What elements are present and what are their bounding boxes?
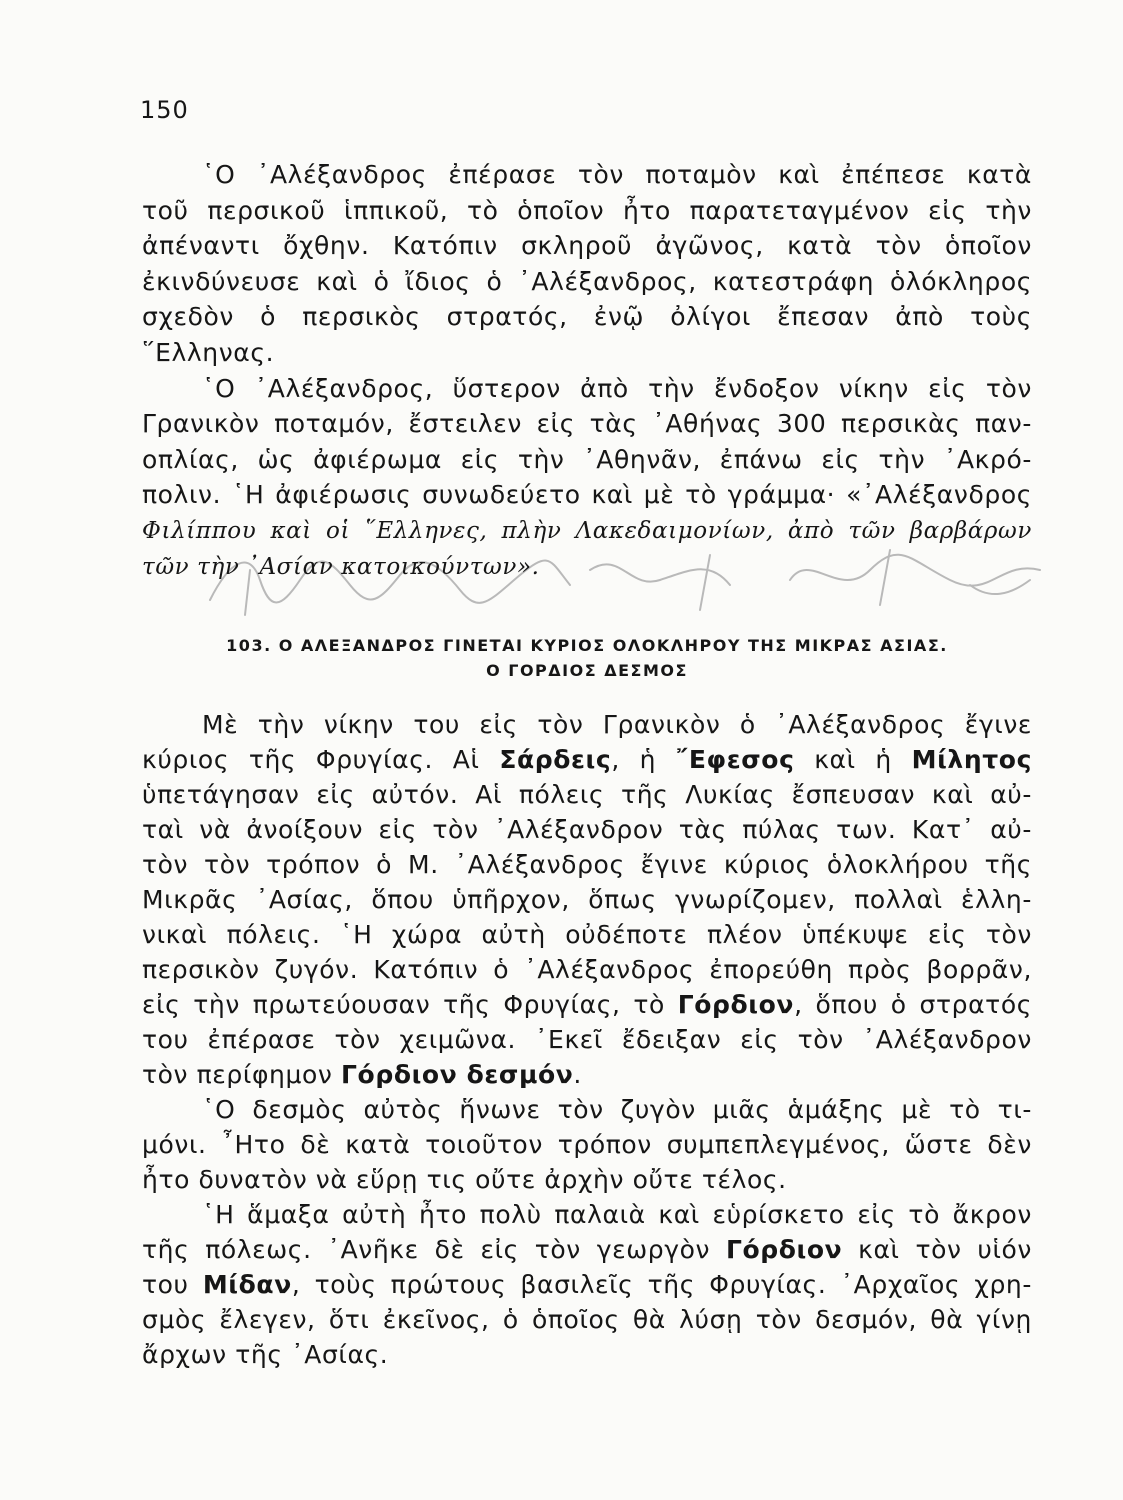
text-segment: ἦτο δυνατὸν νὰ εὕρῃ τις οὔτε ἀρχὴν οὔτε τέλος. <box>142 1165 787 1194</box>
text-line <box>202 1198 1032 1232</box>
text-segment: περσικὸν ζυγόν. Κατόπιν ὁ ᾽Αλέξανδρος ἐπορεύθη πρὸς βορρᾶν, <box>142 955 1032 984</box>
text-line <box>142 1023 1032 1057</box>
text-line <box>142 1058 582 1092</box>
text-segment: τοῦ περσικοῦ ἱππικοῦ, τὸ ὁποῖον ἦτο παρατεταγμένον εἰς τὴν <box>142 195 1032 225</box>
text-segment: Φιλίππου καὶ οἱ ῞Ελληνες, πλὴν Λακεδαιμονίων, ἀπὸ τῶν βαρβάρων <box>142 518 1032 544</box>
text-segment: Μικρᾶς ᾽Ασίας, ὅπου ὑπῆρχον, ὅπως γνωρίζομεν, πολλαὶ ἑλλη- <box>142 885 1032 914</box>
text-segment: μόνι. ῏Ητο δὲ κατὰ τοιοῦτον τρόπον συμπεπλεγμένος, ὥστε δὲν <box>142 1130 1032 1159</box>
text-segment: ῾Ο ᾽Αλέξανδρος ἐπέρασε τὸν ποταμὸν καὶ ἐπέπεσε κατὰ <box>202 160 1032 189</box>
text-line <box>142 743 1032 777</box>
text-segment: ῾Η ἅμαξα αὐτὴ ἦτο πολὺ παλαιὰ καὶ εὑρίσκετο εἰς τὸ ἄκρον <box>202 1200 1032 1229</box>
text-segment: τῆς πόλεως. ᾽Ανῆκε δὲ εἰς τὸν γεωργὸν <box>142 1235 726 1264</box>
text-line <box>142 194 1032 228</box>
text-line <box>142 1128 1032 1162</box>
text-segment: ῾Ο δεσμὸς αὐτὸς ἥνωνε τὸν ζυγὸν μιᾶς ἁμάξης μὲ τὸ τι- <box>202 1095 1032 1124</box>
text-segment: καὶ ἡ <box>794 745 912 774</box>
text-line <box>142 550 540 584</box>
bold-term: Σάρδεις <box>499 745 612 774</box>
text-line <box>142 1268 1032 1302</box>
bold-term: Γόρδιον δεσμόν <box>341 1060 574 1089</box>
text-line <box>142 478 1032 512</box>
text-segment: ὑπετάγησαν εἰς αὐτόν. Αἱ πόλεις τῆς Λυκίας ἔσπευσαν καὶ αὐ- <box>142 780 1032 809</box>
bold-term: ῎Εφεσος <box>675 745 795 774</box>
text-line <box>142 407 1032 441</box>
text-line <box>142 443 1032 477</box>
text-segment: κύριος τῆς Φρυγίας. Αἱ <box>142 745 500 774</box>
text-segment: οπλίας, ὡς ἀφιέρωμα εἰς τὴν ᾽Αθηνᾶν, ἐπάνω εἰς τὴν ᾽Ακρό- <box>142 444 1032 474</box>
text-line <box>202 708 1032 742</box>
text-line <box>142 336 274 370</box>
text-line <box>142 848 1032 882</box>
text-segment: τὸν περίφημον <box>142 1060 342 1089</box>
bold-term: Γόρδιον <box>725 1235 843 1264</box>
text-segment: ἐκινδύνευσε καὶ ὁ ἴδιος ὁ ᾽Αλέξανδρος, κατεστράφη ὁλόκληρος <box>142 266 1032 296</box>
text-segment: ἄρχων τῆς ᾽Ασίας. <box>142 1340 389 1369</box>
text-line <box>142 918 1032 952</box>
text-segment: , τοὺς πρώτους βασιλεῖς τῆς Φρυγίας. ᾽Αρχαῖος χρη- <box>291 1270 1032 1299</box>
text-segment: , ὅπου ὁ στρατός <box>794 990 1032 1019</box>
bold-term: Γόρδιον <box>677 990 795 1019</box>
text-line <box>142 988 1032 1022</box>
text-segment: καὶ τὸν υἱόν <box>842 1235 1032 1264</box>
text-segment: ἀπέναντι ὄχθην. Κατόπιν σκληροῦ ἀγῶνος, κατὰ τὸν ὁποῖον <box>142 231 1032 261</box>
text-segment: Γρανικὸν ποταμόν, ἔστειλεν εἰς τὰς ᾽Αθήνας 300 περσικὰς παν- <box>142 409 1032 439</box>
text-line <box>202 158 1032 192</box>
text-line <box>142 514 1032 548</box>
text-line <box>142 1338 388 1372</box>
text-line <box>142 265 1032 299</box>
text-segment: . <box>573 1060 582 1089</box>
text-line <box>142 1233 1032 1267</box>
page-number: 150 <box>140 96 189 124</box>
text-segment: , ἡ <box>611 745 676 774</box>
text-line <box>142 813 1032 847</box>
text-line <box>142 229 1032 263</box>
text-segment: τὸν τὸν τρόπον ὁ Μ. ᾽Αλέξανδρος ἔγινε κύριος ὁλοκλήρου τῆς <box>142 850 1032 879</box>
text-segment: νικαὶ πόλεις. ῾Η χώρα αὐτὴ οὐδέποτε πλέον ὑπέκυψε εἰς τὸν <box>142 920 1032 949</box>
text-line <box>202 1093 1032 1127</box>
text-line <box>142 778 1032 812</box>
text-segment: τῶν τὴν ᾽Ασίαν κατοικούντων». <box>142 553 540 580</box>
text-segment: σμὸς ἔλεγεν, ὅτι ἐκεῖνος, ὁ ὁποῖος θὰ λύσῃ τὸν δεσμόν, θὰ γίνῃ <box>142 1305 1032 1334</box>
text-segment: του ἐπέρασε τὸν χειμῶνα. ᾽Εκεῖ ἔδειξαν εἰς τὸν ᾽Αλέξανδρον <box>142 1025 1032 1054</box>
text-line <box>142 1303 1032 1337</box>
text-segment: πολιν. ῾Η ἀφιέρωσις συνωδεύετο καὶ μὲ τὸ γράμμα· «᾽Αλέξανδρος <box>142 480 1032 510</box>
text-segment: σχεδὸν ὁ περσικὸς στρατός, ἐνῷ ὀλίγοι ἔπεσαν ἀπὸ τοὺς <box>142 302 1032 332</box>
text-line <box>202 372 1032 406</box>
text-segment: ῞Ελληνας. <box>142 338 275 367</box>
bold-term: Μίλητος <box>911 745 1032 774</box>
text-line <box>142 1163 787 1197</box>
text-segment: του <box>142 1270 203 1299</box>
section-heading-line-1: 103. Ο ΑΛΕΞΑΝΔΡΟΣ ΓΙΝΕΤΑΙ ΚΥΡΙΟΣ ΟΛΟΚΛΗΡΟΥ ΤΗΣ ΜΙΚΡΑΣ ΑΣΙΑΣ. <box>226 636 948 655</box>
text-segment: εἰς τὴν πρωτεύουσαν τῆς Φρυγίας, τὸ <box>142 990 678 1019</box>
text-line <box>142 300 1032 334</box>
text-segment: ῾Ο ᾽Αλέξανδρος, ὕστερον ἀπὸ τὴν ἔνδοξον νίκην εἰς τὸν <box>202 373 1032 403</box>
text-segment: ταὶ νὰ ἀνοίξουν εἰς τὸν ᾽Αλέξανδρον τὰς πύλας των. Κατ᾽ αὐ- <box>142 815 1032 844</box>
bold-term: Μίδαν <box>202 1270 292 1299</box>
text-line <box>142 883 1032 917</box>
section-heading-line-2: Ο ΓΟΡΔΙΟΣ ΔΕΣΜΟΣ <box>486 661 688 680</box>
text-segment: Μὲ τὴν νίκην του εἰς τὸν Γρανικὸν ὁ ᾽Αλέξανδρος ἔγινε <box>202 710 1032 739</box>
text-line <box>142 953 1032 987</box>
